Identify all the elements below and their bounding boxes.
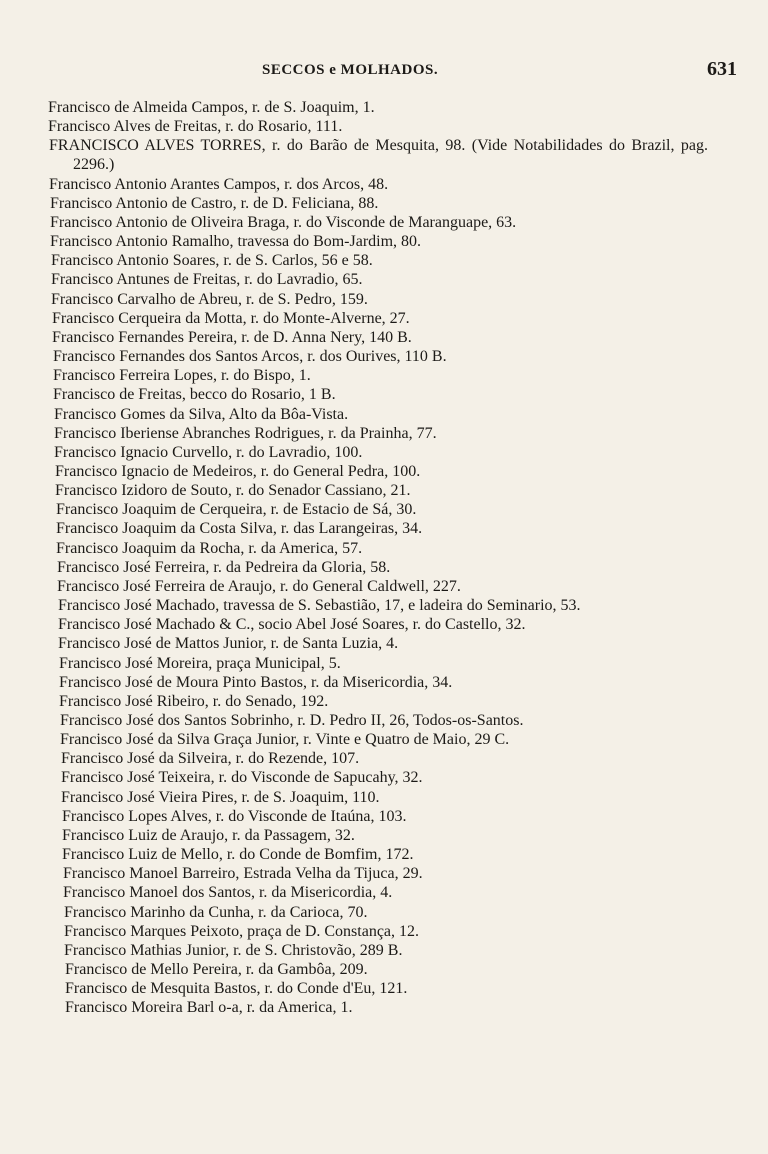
directory-entry: Francisco Izidoro de Souto, r. do Senador Cassiano, 21. <box>55 482 411 500</box>
directory-entry: Francisco Mathias Junior, r. de S. Christovão, 289 B. <box>64 941 403 959</box>
directory-entry: Francisco Joaquim da Rocha, r. da America, 57. <box>56 539 363 557</box>
directory-entry: Francisco Manoel Barreiro, Estrada Velha da Tijuca, 29. <box>63 865 423 883</box>
directory-entry: Francisco Lopes Alves, r. do Visconde de Itaúna, 103. <box>62 807 407 825</box>
directory-entry: Francisco Ferreira Lopes, r. do Bispo, 1. <box>53 367 311 385</box>
directory-entry: Francisco José Vieira Pires, r. de S. Joaquim, 110. <box>61 788 380 806</box>
directory-entry: Francisco Fernandes dos Santos Arcos, r. dos Ourives, 110 B. <box>53 348 447 366</box>
directory-entry: Francisco José da Silva Graça Junior, r. Vinte e Quatro de Maio, 29 C. <box>60 731 510 749</box>
directory-entry: Francisco Manoel dos Santos, r. da Misericordia, 4. <box>63 884 393 902</box>
directory-entry: Francisco Moreira Barl o-a, r. da America, 1. <box>65 999 353 1017</box>
directory-entry: Francisco Antunes de Freitas, r. do Lavradio, 65. <box>51 271 363 289</box>
directory-entry: Francisco Antonio de Oliveira Braga, r. do Visconde de Maranguape, 63. <box>50 213 517 231</box>
directory-entry: Francisco Cerqueira da Motta, r. do Monte-Alverne, 27. <box>52 309 410 327</box>
directory-entry: Francisco de Freitas, becco do Rosario, 1 B. <box>53 386 336 404</box>
directory-entry: Francisco José Ferreira de Araujo, r. do General Caldwell, 227. <box>57 577 461 595</box>
directory-entry: Francisco Antonio Ramalho, travessa do Bom-Jardim, 80. <box>50 233 422 251</box>
directory-entry: Francisco Fernandes Pereira, r. de D. Anna Nery, 140 B. <box>52 328 412 346</box>
directory-entry: Francisco de Mello Pereira, r. da Gambôa, 209. <box>65 961 368 979</box>
directory-entry: Francisco Ignacio Curvello, r. do Lavradio, 100. <box>54 443 363 461</box>
directory-listing <box>48 98 708 1018</box>
directory-entry: Francisco Antonio Soares, r. de S. Carlos, 56 e 58. <box>51 252 373 270</box>
directory-entry: Francisco Joaquim de Cerqueira, r. de Estacio de Sá, 30. <box>56 501 417 519</box>
directory-entry: Francisco Alves de Freitas, r. do Rosario, 111. <box>48 118 343 136</box>
directory-entry: Francisco de Mesquita Bastos, r. do Conde d'Eu, 121. <box>65 980 408 998</box>
directory-entry: Francisco Carvalho de Abreu, r. de S. Pedro, 159. <box>51 290 368 308</box>
directory-entry: Francisco Luiz de Mello, r. do Conde de Bomfim, 172. <box>62 846 414 864</box>
directory-entry: Francisco Luiz de Araujo, r. da Passagem, 32. <box>62 826 355 844</box>
directory-entry: Francisco José Teixeira, r. do Visconde de Sapucahy, 32. <box>61 769 423 787</box>
page-header <box>0 58 768 82</box>
directory-entry: Francisco Gomes da Silva, Alto da Bôa-Vista. <box>54 405 349 423</box>
section-title: SECCOS e MOLHADOS. <box>262 62 439 78</box>
directory-entry: Francisco Antonio de Castro, r. de D. Feliciana, 88. <box>50 194 379 212</box>
page-number: 631 <box>707 58 737 80</box>
directory-entry: Francisco José de Mattos Junior, r. de Santa Luzia, 4. <box>58 635 399 653</box>
directory-entry: Francisco de Almeida Campos, r. de S. Joaquim, 1. <box>48 99 375 116</box>
directory-entry: Francisco Ignacio de Medeiros, r. do General Pedra, 100. <box>55 462 421 480</box>
directory-entry: Francisco José Moreira, praça Municipal, 5. <box>59 654 341 672</box>
directory-entry: Francisco José da Silveira, r. do Rezende, 107. <box>61 750 360 768</box>
directory-entry: Francisco Antonio Arantes Campos, r. dos Arcos, 48. <box>49 175 389 193</box>
directory-entry: FRANCISCO ALVES TORRES, r. do Barão de Mesquita, 98. (Vide Notabilidades do Brazil, pag. 2296.) <box>49 137 708 174</box>
directory-entry: Francisco José Machado & C., socio Abel José Soares, r. do Castello, 32. <box>58 616 526 634</box>
directory-entry: Francisco José Ribeiro, r. do Senado, 192. <box>59 692 329 710</box>
directory-entry: Francisco José dos Santos Sobrinho, r. D. Pedro II, 26, Todos-os-Santos. <box>60 712 524 729</box>
directory-entry: Francisco Marinho da Cunha, r. da Carioca, 70. <box>64 903 368 921</box>
directory-entry: Francisco Iberiense Abranches Rodrigues, r. da Prainha, 77. <box>54 424 437 442</box>
directory-entry: Francisco José Ferreira, r. da Pedreira da Gloria, 58. <box>57 558 391 576</box>
directory-entry: Francisco José de Moura Pinto Bastos, r. da Misericordia, 34. <box>59 673 453 691</box>
directory-entry: Francisco Joaquim da Costa Silva, r. das Larangeiras, 34. <box>56 520 423 538</box>
directory-entry: Francisco José Machado, travessa de S. Sebastião, 17, e ladeira do Seminario, 53. <box>58 597 581 615</box>
directory-entry: Francisco Marques Peixoto, praça de D. Constança, 12. <box>64 922 420 940</box>
